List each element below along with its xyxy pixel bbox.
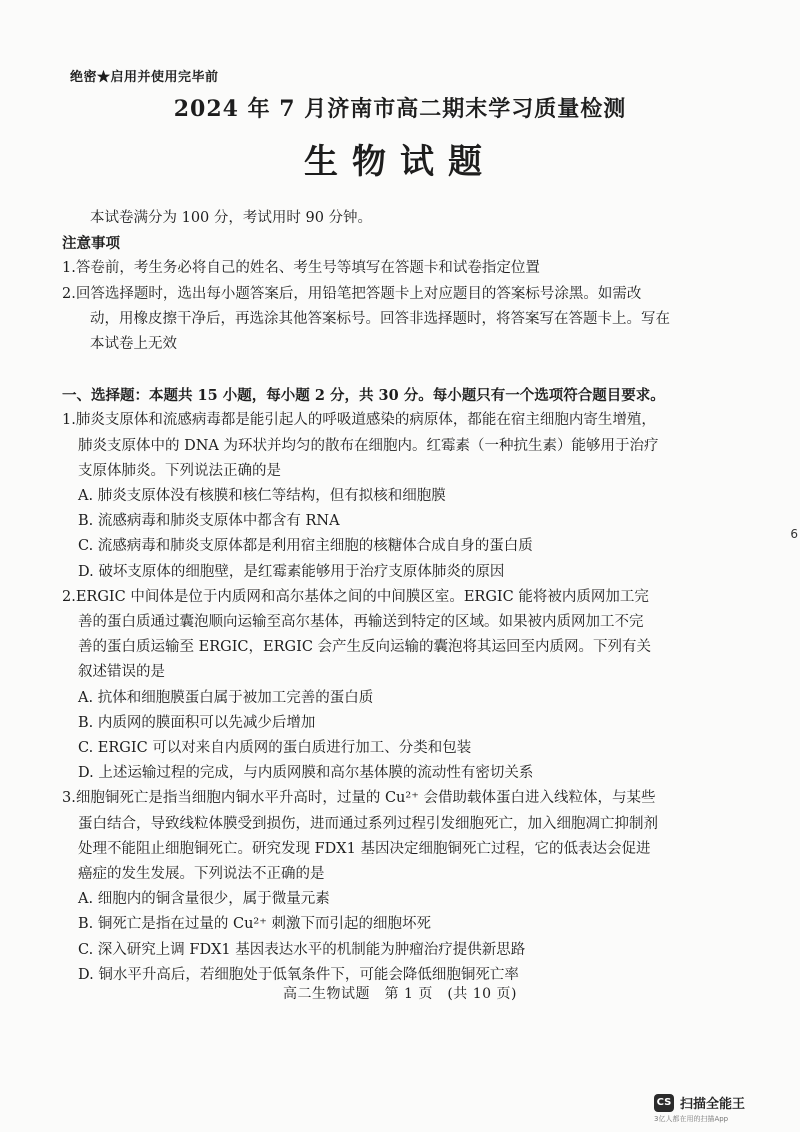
question-1-option-d: D. 破坏支原体的细胞壁，是红霉素能够用于治疗支原体肺炎的原因 — [78, 563, 505, 580]
scanner-watermark — [654, 1090, 784, 1124]
note-item: 1.答卷前，考生务必将自己的姓名、考生号等填写在答题卡和试卷指定位置 — [62, 260, 540, 277]
margin-number: 6 — [790, 527, 798, 541]
question-2-line: 善的蛋白质运输至 ERGIC，ERGIC 会产生反向运输的囊泡将其运回至内质网。下列有关 — [78, 639, 652, 656]
question-3-line: 3.细胞铜死亡是指当细胞内铜水平升高时，过量的 Cu²⁺ 会借助载体蛋白进入线粒体，与某些 — [62, 790, 656, 807]
exam-body — [62, 206, 752, 988]
question-2-option-d: D. 上述运输过程的完成，与内质网膜和高尔基体膜的流动性有密切关系 — [78, 765, 534, 782]
question-3-line: 蛋白结合，导致线粒体膜受到损伤，进而通过系列过程引发细胞死亡，加入细胞凋亡抑制剂 — [78, 815, 658, 832]
question-1-option-a: A. 肺炎支原体没有核膜和核仁等结构，但有拟核和细胞膜 — [78, 488, 446, 505]
question-2-option-a: A. 抗体和细胞膜蛋白属于被加工完善的蛋白质 — [78, 689, 374, 706]
question-2-line: 2.ERGIC 中间体是位于内质网和高尔基体之间的中间膜区室。ERGIC 能将被内质网加工完 — [62, 588, 649, 605]
question-1-line: 1.肺炎支原体和流感病毒都是能引起人的呼吸道感染的病原体，都能在宿主细胞内寄生增殖， — [62, 412, 656, 429]
question-3-option-d: D. 铜水平升高后，若细胞处于低氧条件下，可能会降低细胞铜死亡率 — [78, 966, 519, 983]
question-2-line: 善的蛋白质通过囊泡顺向运输至高尔基体，再输送到特定的区域。如果被内质网加工不完 — [78, 614, 644, 631]
section-heading: 一、选择题：本题共 15 小题，每小题 2 分，共 30 分。每小题只有一个选项符合题目要求。 — [62, 387, 665, 405]
confidential-label: 绝密★启用并使用完毕前 — [70, 70, 219, 85]
note-item: 本试卷上无效 — [90, 336, 177, 353]
question-1-line: 支原体肺炎。下列说法正确的是 — [78, 462, 281, 479]
exam-title: 2024 年 7 月济南市高二期末学习质量检测 — [173, 96, 627, 122]
question-1-option-b: B. 流感病毒和肺炎支原体中都含有 RNA — [78, 513, 340, 530]
subject-title: 生物试题 — [304, 142, 496, 182]
question-2-option-c: C. ERGIC 可以对来自内质网的蛋白质进行加工、分类和包装 — [78, 740, 472, 757]
note-item: 2.回答选择题时，选出每小题答案后，用铅笔把答题卡上对应题目的答案标号涂黑。如需改 — [62, 285, 642, 302]
camscanner-logo-icon: CS — [654, 1094, 674, 1112]
question-3-line: 癌症的发生发展。下列说法不正确的是 — [78, 866, 325, 883]
watermark-tagline: 3亿人都在用的扫描App — [654, 1115, 729, 1123]
question-3-option-c: C. 深入研究上调 FDX1 基因表达水平的机制能为肿瘤治疗提供新思路 — [78, 941, 526, 958]
notes-heading: 注意事项 — [62, 235, 120, 253]
question-1-option-c: C. 流感病毒和肺炎支原体都是利用宿主细胞的核糖体合成自身的蛋白质 — [78, 538, 533, 555]
question-1-line: 肺炎支原体中的 DNA 为环状并均匀的散布在细胞内。红霉素（一种抗生素）能够用于治疗 — [78, 437, 659, 454]
question-2-option-b: B. 内质网的膜面积可以先减少后增加 — [78, 714, 316, 731]
question-3-option-a: A. 细胞内的铜含量很少，属于微量元素 — [78, 891, 330, 908]
watermark-app-name: 扫描全能王 — [680, 1097, 746, 1112]
note-item: 动，用橡皮擦干净后，再选涂其他答案标号。回答非选择题时，将答案写在答题卡上。写在 — [90, 310, 670, 327]
intro-text: 本试卷满分为 100 分，考试用时 90 分钟。 — [90, 210, 373, 226]
question-2-line: 叙述错误的是 — [78, 664, 165, 681]
page-footer: 高二生物试题 第 1 页 (共 10 页) — [283, 986, 517, 1002]
question-3-option-b: B. 铜死亡是指在过量的 Cu²⁺ 刺激下而引起的细胞坏死 — [78, 916, 431, 933]
question-3-line: 处理不能阻止细胞铜死亡。研究发现 FDX1 基因决定细胞铜死亡过程，它的低表达会促进 — [78, 840, 651, 857]
